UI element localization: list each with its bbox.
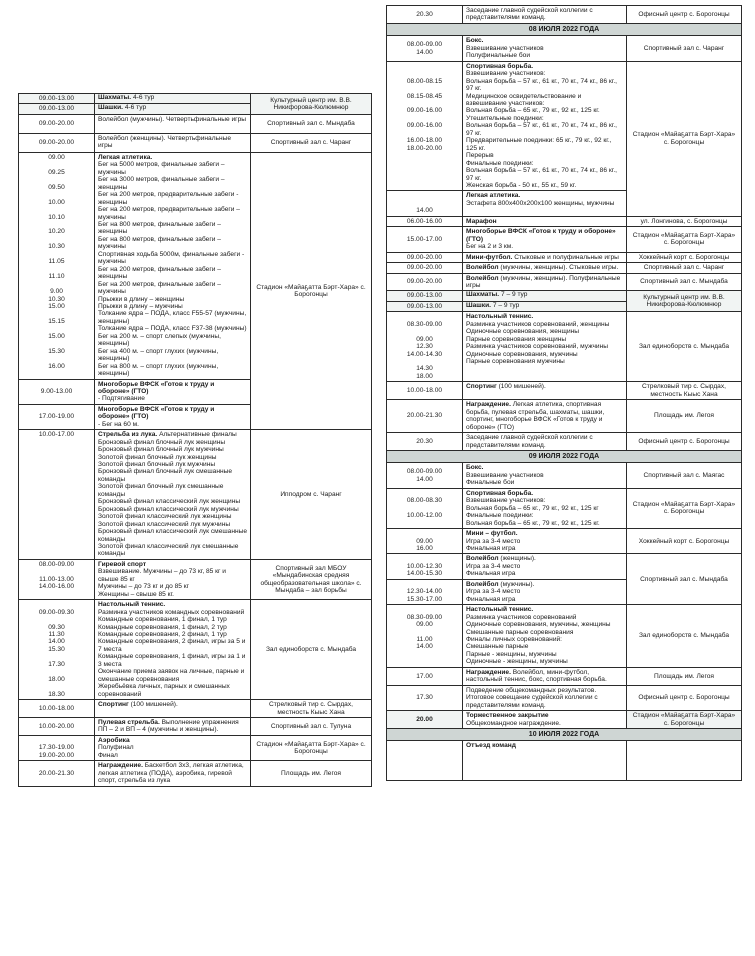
venue-cell [627,741,742,781]
venue-cell: Спортивный зал с. Мындаба [627,273,742,291]
venue-cell: Спортивный зал с. Мындаба [627,554,742,605]
schedule-row [19,114,372,133]
event-text: Полуфинал Финал [98,744,134,759]
time-cell: 09.00-20.00 [387,273,463,291]
event-title: Спортивная борьба. [466,62,534,70]
schedule-row [19,600,372,700]
time-cell: 09.00-20.00 [19,133,95,152]
event-title: Шахматы. [466,291,500,299]
event-title: Спортивная борьба. [466,489,534,497]
event-text: 7 – 9 тур [490,301,520,309]
event-text: 4-6 тур [131,94,155,101]
event-cell [463,667,627,685]
schedule-row [387,61,742,191]
schedule-row [19,717,372,735]
event-title: Стрельба из лука. [98,431,158,439]
event-cell [95,152,251,379]
event-title: Аэробика [98,736,130,744]
venue-cell: Стадион «Майаҕатта Бэрт-Хара» с. Борогонцы [627,711,742,729]
time-cell: 08.00-09.00 14.00 [387,463,463,488]
event-text: Взвешивание. Мужчины – до 73 кг, 85 кг и свыше 85 кг Мужчины – до 73 кг и до 85 кг Женщины – свыше 85 кг. [98,568,226,598]
event-text: Подведение общекомандных результатов. Итоговое совещание судейской коллегии с представителями команд. [466,686,598,709]
event-cell [95,600,251,700]
event-title: Мини – футбол. [466,530,518,538]
event-text: Взвешивание участников: Вольная борьба – 57 кг., 61 кг., 70 кг., 74 кг., 86 кг., 97 кг. Медицинское освидетельствование и взвешивание участников: Вольная борьба – 65 кг., 79 кг., 92 кг., 125 кг. Утешительные поединки: Вольная борьба – 57 кг., 61 кг., 70 кг., 74 кг., 86 кг., 97 кг. Предварительные поединки: 65 кг., 79 кг., 92 кг., 125 кг. Перерыв Финальные поединки: Вольная борьба – 57 кг., 61 кг., 70 кг., 74 кг., 86 кг., 97 кг. Женская борьба - 50 кг., 55 кг., 59 кг. [466,70,617,189]
time-cell: 10.00-12.30 14.00-15.30 [387,554,463,579]
time-cell: 08.00-08.15 08.15-08.45 09.00-16.00 09.00-16.00 16.00-18.00 18.00-20.00 [387,61,463,191]
time-cell: 20.30 [387,6,463,24]
time-cell: 09.00-13.00 [387,301,463,311]
time-cell: 09.00-20.00 [387,252,463,262]
event-cell [95,379,251,404]
schedule-row [387,711,742,729]
event-cell [463,252,627,262]
event-title: Награждение. [466,401,511,409]
event-text: Разминка участников командных соревнований Командные соревнования, 1 финал, 1 тур Командные соревнования, 1 финал, 2 тур Командные соревнования, 2 финал, 1 тур Командные соревнования, 2 финал, игры за 5 и 7 места Командные соревнования, 1 финал, игры за 1 и 3 места Окончание приема заявок на личные, парные и смешанные соревнования Жеребьёвка личных, парных и смешанных соревнований [98,608,246,698]
event-cell [463,36,627,61]
event-text: Взвешивание участников: Вольная борьба – 65 кг., 79 кг., 92 кг., 125 кг Финальные поединки: Вольная борьба – 65 кг., 79 кг., 92 кг., 125 кг. [466,497,600,527]
schedule-row [19,133,372,152]
schedule-row [387,488,742,528]
event-cell [463,488,627,528]
event-title: Волейбол [466,580,499,588]
venue-cell: Спортивный зал с. Чаранг [251,133,372,152]
schedule-row [387,605,742,668]
event-title: Настольный теннис. [466,313,534,321]
schedule-row [19,761,372,786]
time-cell: 20.00-21.30 [387,400,463,433]
event-text: Игра за 3-4 место Финальная игра [466,537,521,552]
time-cell: 06.00-16.00 [387,216,463,226]
day-header: 08 ИЮЛЯ 2022 ГОДА [387,23,742,35]
time-cell: 08.00-09.00 11.00-13.00 14.00-16.00 [19,559,95,599]
event-text: Разминка участников соревнований, женщины Одиночные соревнования, женщины Парные соревнования женщины Разминка участников соревнований, мужчины Одиночные соревнования, мужчины Парные соревнования мужчины [466,320,610,366]
event-title: Шашки. [98,104,123,112]
event-cell [463,685,627,710]
event-text: Альтернативные финалы Бронзовый финал блочный лук женщины Бронзовый финал блочный лук мужчины Золотой финал блочный лук женщины Золотой финал блочный лук мужчины Бронзовый финал блочный лук смешанные команды Золотой финал блочный лук смешанные команды Бронзовый финал классический лук женщины Бронзовый финал классический лук мужчины Золотой финал классический лук женщины Золотой финал классический лук мужчины Бронзовый финал классический лук смешанные команды Золотой финал классический лук смешанные команды [98,431,248,558]
event-cell [463,579,627,604]
event-cell [463,312,627,382]
schedule-row [387,312,742,382]
event-title: Торжественное закрытие [466,712,549,720]
time-cell: 09.00-20.00 [19,114,95,133]
event-cell [463,382,627,400]
event-cell [95,735,251,760]
event-title: Спортинг [466,383,497,391]
time-cell: 20.30 [387,433,463,451]
event-cell [463,400,627,433]
time-cell: 17.00 [387,667,463,685]
event-title: Волейбол [466,274,499,282]
venue-cell: Хоккейный корт с. Борогонцы [627,529,742,554]
time-cell: 08.30-09.00 09.00 11.00 14.00 [387,605,463,668]
event-cell [463,711,627,729]
event-text: Выполнение упражнения ПП – 2 и ВП – 4 (мужчины и женщины). [98,718,239,734]
event-cell [463,6,627,24]
schedule-row [19,152,372,379]
venue-cell: Хоккейный корт с. Борогонцы [627,252,742,262]
event-title: Настольный теннис. [98,601,166,609]
event-text: (мужчины). Игра за 3-4 место Финальная игра [466,580,535,603]
event-cell [463,273,627,291]
schedule-row [387,463,742,488]
venue-cell: Стадион «Майаҕатта Бэрт-Хара» с. Борогонцы [251,735,372,760]
venue-cell: Стадион «Майаҕатта Бэрт-Хара» с. Борогонцы [627,227,742,252]
event-text: Волейбол, мини-футбол, настольный теннис, бокс, спортивная борьба. [466,668,607,684]
event-title: Пулевая стрельба. [98,718,160,726]
venue-cell: Стрелковый тир с. Сырдах, местность Кыыс Хана [251,700,372,718]
event-title: Волейбол [466,264,499,272]
time-cell: 17.30 [387,685,463,710]
schedule-row [387,667,742,685]
venue-cell: Стадион «Майаҕатта Бэрт-Хара» с. Борогонцы [627,488,742,528]
event-text: Взвешивание участников Полуфинальные бои [466,44,544,60]
event-cell [95,761,251,786]
right-schedule-table [386,5,742,781]
event-text: Стыковые и полуфинальные игры [512,253,619,261]
event-title: Легкая атлетика. [466,192,521,200]
event-title: Гиревой спорт [98,560,147,568]
day-header-row [387,728,742,740]
event-cell [95,104,251,114]
schedule-row [387,400,742,433]
event-title: Отъезд команд [466,742,516,750]
day-header: 10 ИЮЛЯ 2022 ГОДА [387,728,742,740]
event-text: Разминка участников соревнований Одиночные соревнования, мужчины, женщины Смешанные парные соревнования Финалы личных соревнований: Смешанные парные Парные - женщины, мужчины Одиночные - женщины, мужчины [466,613,611,666]
event-text: (мужчины, женщины). Стыковые игры. [498,264,619,272]
schedule-row [387,6,742,24]
schedule-row [387,36,742,61]
schedule-row [387,433,742,451]
event-text: (100 мишеней). [128,701,178,709]
venue-cell: Спортивный зал МБОУ «Мындабинская средняя общеобразовательная школа» с. Мындаба – зал борьбы [251,559,372,599]
venue-cell: Спортивный зал с. Чаранг [627,36,742,61]
time-cell: 10.00-18.00 [387,382,463,400]
event-cell [463,433,627,451]
schedule-row [387,741,742,781]
event-title: Шашки. [466,301,491,309]
event-title: Волейбол [466,555,499,563]
event-text: - Подтягивание [98,395,145,403]
day-header: 09 ИЮЛЯ 2022 ГОДА [387,451,742,463]
event-title: Спортинг [98,701,129,709]
time-cell: 14.00 [387,191,463,216]
event-text: Взвешивание участников Финальные бои [466,471,544,487]
venue-cell: Культурный центр им. В.В. Никифорова-Кюлюмнюр [251,94,372,115]
schedule-row [387,273,742,291]
event-text: Эстафета 800х400х200х100 женщины, мужчины [466,199,615,207]
venue-cell: Спортивный зал с. Маягас [627,463,742,488]
time-cell: 09.00-09.30 09.30 11.30 14.00 15.30 17.30 18.00 18.30 [19,600,95,700]
time-cell: 09.00-13.00 [19,104,95,114]
time-cell: 08.00-08.30 10.00-12.00 [387,488,463,528]
venue-cell: Культурный центр им. В.В. Никифорова-Кюлюмнюр [627,291,742,312]
time-cell: 17.00-19.00 [19,404,95,429]
time-cell: 17.30-19.00 19.00-20.00 [19,735,95,760]
event-cell [463,463,627,488]
event-text: Общекомандное награждение. [466,719,561,727]
event-text: Волейбол (мужчины). Четвертьфинальные игры [98,115,246,123]
time-cell: 08.30-09.00 09.00 12.30 14.00-14.30 14.30 18.00 [387,312,463,382]
time-cell: 20.00 [387,711,463,729]
time-cell: 09.00-20.00 [387,263,463,273]
event-title: Бокс. [466,37,484,45]
event-cell [463,301,627,311]
venue-cell: Площадь им. Легоя [627,400,742,433]
schedule-row [19,94,372,104]
event-text: Баскетбол 3х3, легкая атлетика, легкая атлетика (ПОДА), аэробика, гиревой спорт, стрельба из лука [98,762,244,785]
time-cell: 09.00-13.00 [387,291,463,301]
venue-cell: Стадион «Майаҕатта Бэрт-Хара» с. Борогонцы [251,152,372,429]
event-cell [463,741,627,781]
venue-cell: Зал единоборств с. Мындаба [251,600,372,700]
event-text: (100 мишеней). [496,383,546,391]
event-cell [95,114,251,133]
event-text: Волейбол (женщины). Четвертьфинальные игры [98,134,232,150]
event-title: Шахматы. [98,94,132,101]
event-cell [463,227,627,252]
time-cell: 12.30-14.00 15.30-17.00 [387,579,463,604]
venue-cell: Ипподром с. Чаранг [251,430,372,560]
event-cell [463,529,627,554]
event-cell [95,717,251,735]
schedule-row [19,700,372,718]
event-cell [95,133,251,152]
event-text: Легкая атлетика, спортивная борьба, пулевая стрельба, шахматы, шашки, спортинг, многоборье ВФСК «Готов к труду и обороне» (ГТО) [466,401,605,431]
event-title: Бокс. [466,464,484,472]
event-text: 4-6 тур [122,104,147,112]
time-cell: 15.00-17.00 [387,227,463,252]
event-cell [463,291,627,301]
event-cell [95,94,251,104]
event-cell [463,61,627,191]
venue-cell: Стадион «Майаҕатта Бэрт-Хара» с. Борогонцы [627,61,742,216]
time-cell: 09.00 16.00 [387,529,463,554]
venue-cell: Площадь им. Легоя [627,667,742,685]
event-title: Многоборье ВФСК «Готов к труду и обороне» (ГТО) [98,380,215,395]
event-cell [95,430,251,560]
event-text: Заседание главной судейской коллегии с представителями команд. [466,7,593,22]
venue-cell: ул. Лонгинова, с. Борогонцы [627,216,742,226]
schedule-row [387,291,742,301]
venue-cell: Офисный центр с. Борогонцы [627,685,742,710]
day-header-row [387,451,742,463]
event-text: 7 – 9 тур [499,291,528,299]
event-title: Многоборье ВФСК «Готов к труду и обороне» (ГТО) [466,228,616,243]
schedule-row [387,529,742,554]
event-title: Марафон [466,217,497,225]
schedule-row [387,216,742,226]
event-text: (женщины). Игра за 3-4 место Финальная игра [466,555,536,578]
schedule-row [19,559,372,599]
venue-cell: Офисный центр с. Борогонцы [627,6,742,24]
day-header-row [387,23,742,35]
schedule-row [387,252,742,262]
venue-cell: Офисный центр с. Борогонцы [627,433,742,451]
venue-cell: Зал единоборств с. Мындаба [627,605,742,668]
event-cell [463,605,627,668]
time-cell: 20.00-21.30 [19,761,95,786]
time-cell [387,741,463,781]
event-cell [95,700,251,718]
right-schedule-column [386,5,742,781]
venue-cell: Спортивный зал с. Мындаба [251,114,372,133]
schedule-row [387,227,742,252]
time-cell: 10.00-18.00 [19,700,95,718]
event-title: Настольный теннис. [466,606,534,614]
event-title: Мини-футбол. [466,253,513,261]
event-cell [95,559,251,599]
left-schedule-column [18,93,372,787]
event-cell [95,404,251,429]
time-cell: 09.00 09.25 09.50 10.00 10.10 10.20 10.30 11.05 11.10 9.00 10.30 15.00 15.15 15.00 15.30 16.00 [19,152,95,379]
event-title: Многоборье ВФСК «Готов к труду и обороне» (ГТО) [98,405,215,421]
event-text: (мужчины, женщины). Полуфинальные игры [466,274,621,289]
event-title: Награждение. [466,668,511,676]
event-text: Бег на 5000 метров, финальные забеги – мужчины Бег на 3000 метров, финальные забеги – женщины Бег на 200 метров, предварительные забеги - женщины Бег на 200 метров, предварительные забеги – мужчины Бег на 800 метров, финальные забеги – женщины Бег на 800 метров, финальные забеги – мужчины Спортивная ходьба 5000м, финальные забеги - мужчины Бег на 200 метров, финальные забеги – женщины Бег на 200 метров, финальные забеги – мужчины Прыжки в длину – женщины Прыжки в длину – мужчины Толкание ядра – ПОДА, класс F55-57 (мужчины, женщины) Толкание ядра – ПОДА, класс F37-38 (мужчины) Бег на 200 м. – спорт слепых (мужчины, женщины) Бег на 400 м. – спорт глухих (мужчины, женщины) Бег на 800 м. – спорт глухих (мужчины, женщины) [98,161,247,378]
event-cell [463,554,627,579]
schedule-row [387,554,742,579]
venue-cell: Стрелковый тир с. Сырдах, местность Кыыс Хана [627,382,742,400]
left-schedule-table [18,93,372,787]
event-text: - Бег на 60 м. [98,420,139,428]
venue-cell: Спортивный зал с. Чаранг [627,263,742,273]
event-text: Бег на 2 и 3 км. [466,243,514,251]
event-cell [463,263,627,273]
time-cell: 10.00-17.00 [19,430,95,560]
time-cell: 09.00-13.00 [19,94,95,104]
time-cell: 10.00-20.00 [19,717,95,735]
schedule-row [19,735,372,760]
event-title: Награждение. [98,762,143,770]
schedule-row [387,685,742,710]
schedule-row [387,382,742,400]
schedule-row [19,430,372,560]
time-cell: 9.00-13.00 [19,379,95,404]
time-cell: 08.00-09.00 14.00 [387,36,463,61]
event-text: Заседание главной судейской коллегии с представителями команд. [466,434,593,449]
venue-cell: Зал единоборств с. Мындаба [627,312,742,382]
event-cell [463,191,627,216]
schedule-row [387,263,742,273]
venue-cell: Площадь им. Легоя [251,761,372,786]
event-cell [463,216,627,226]
venue-cell: Спортивный зал с. Тулуна [251,717,372,735]
event-title: Легкая атлетика. [98,153,153,161]
